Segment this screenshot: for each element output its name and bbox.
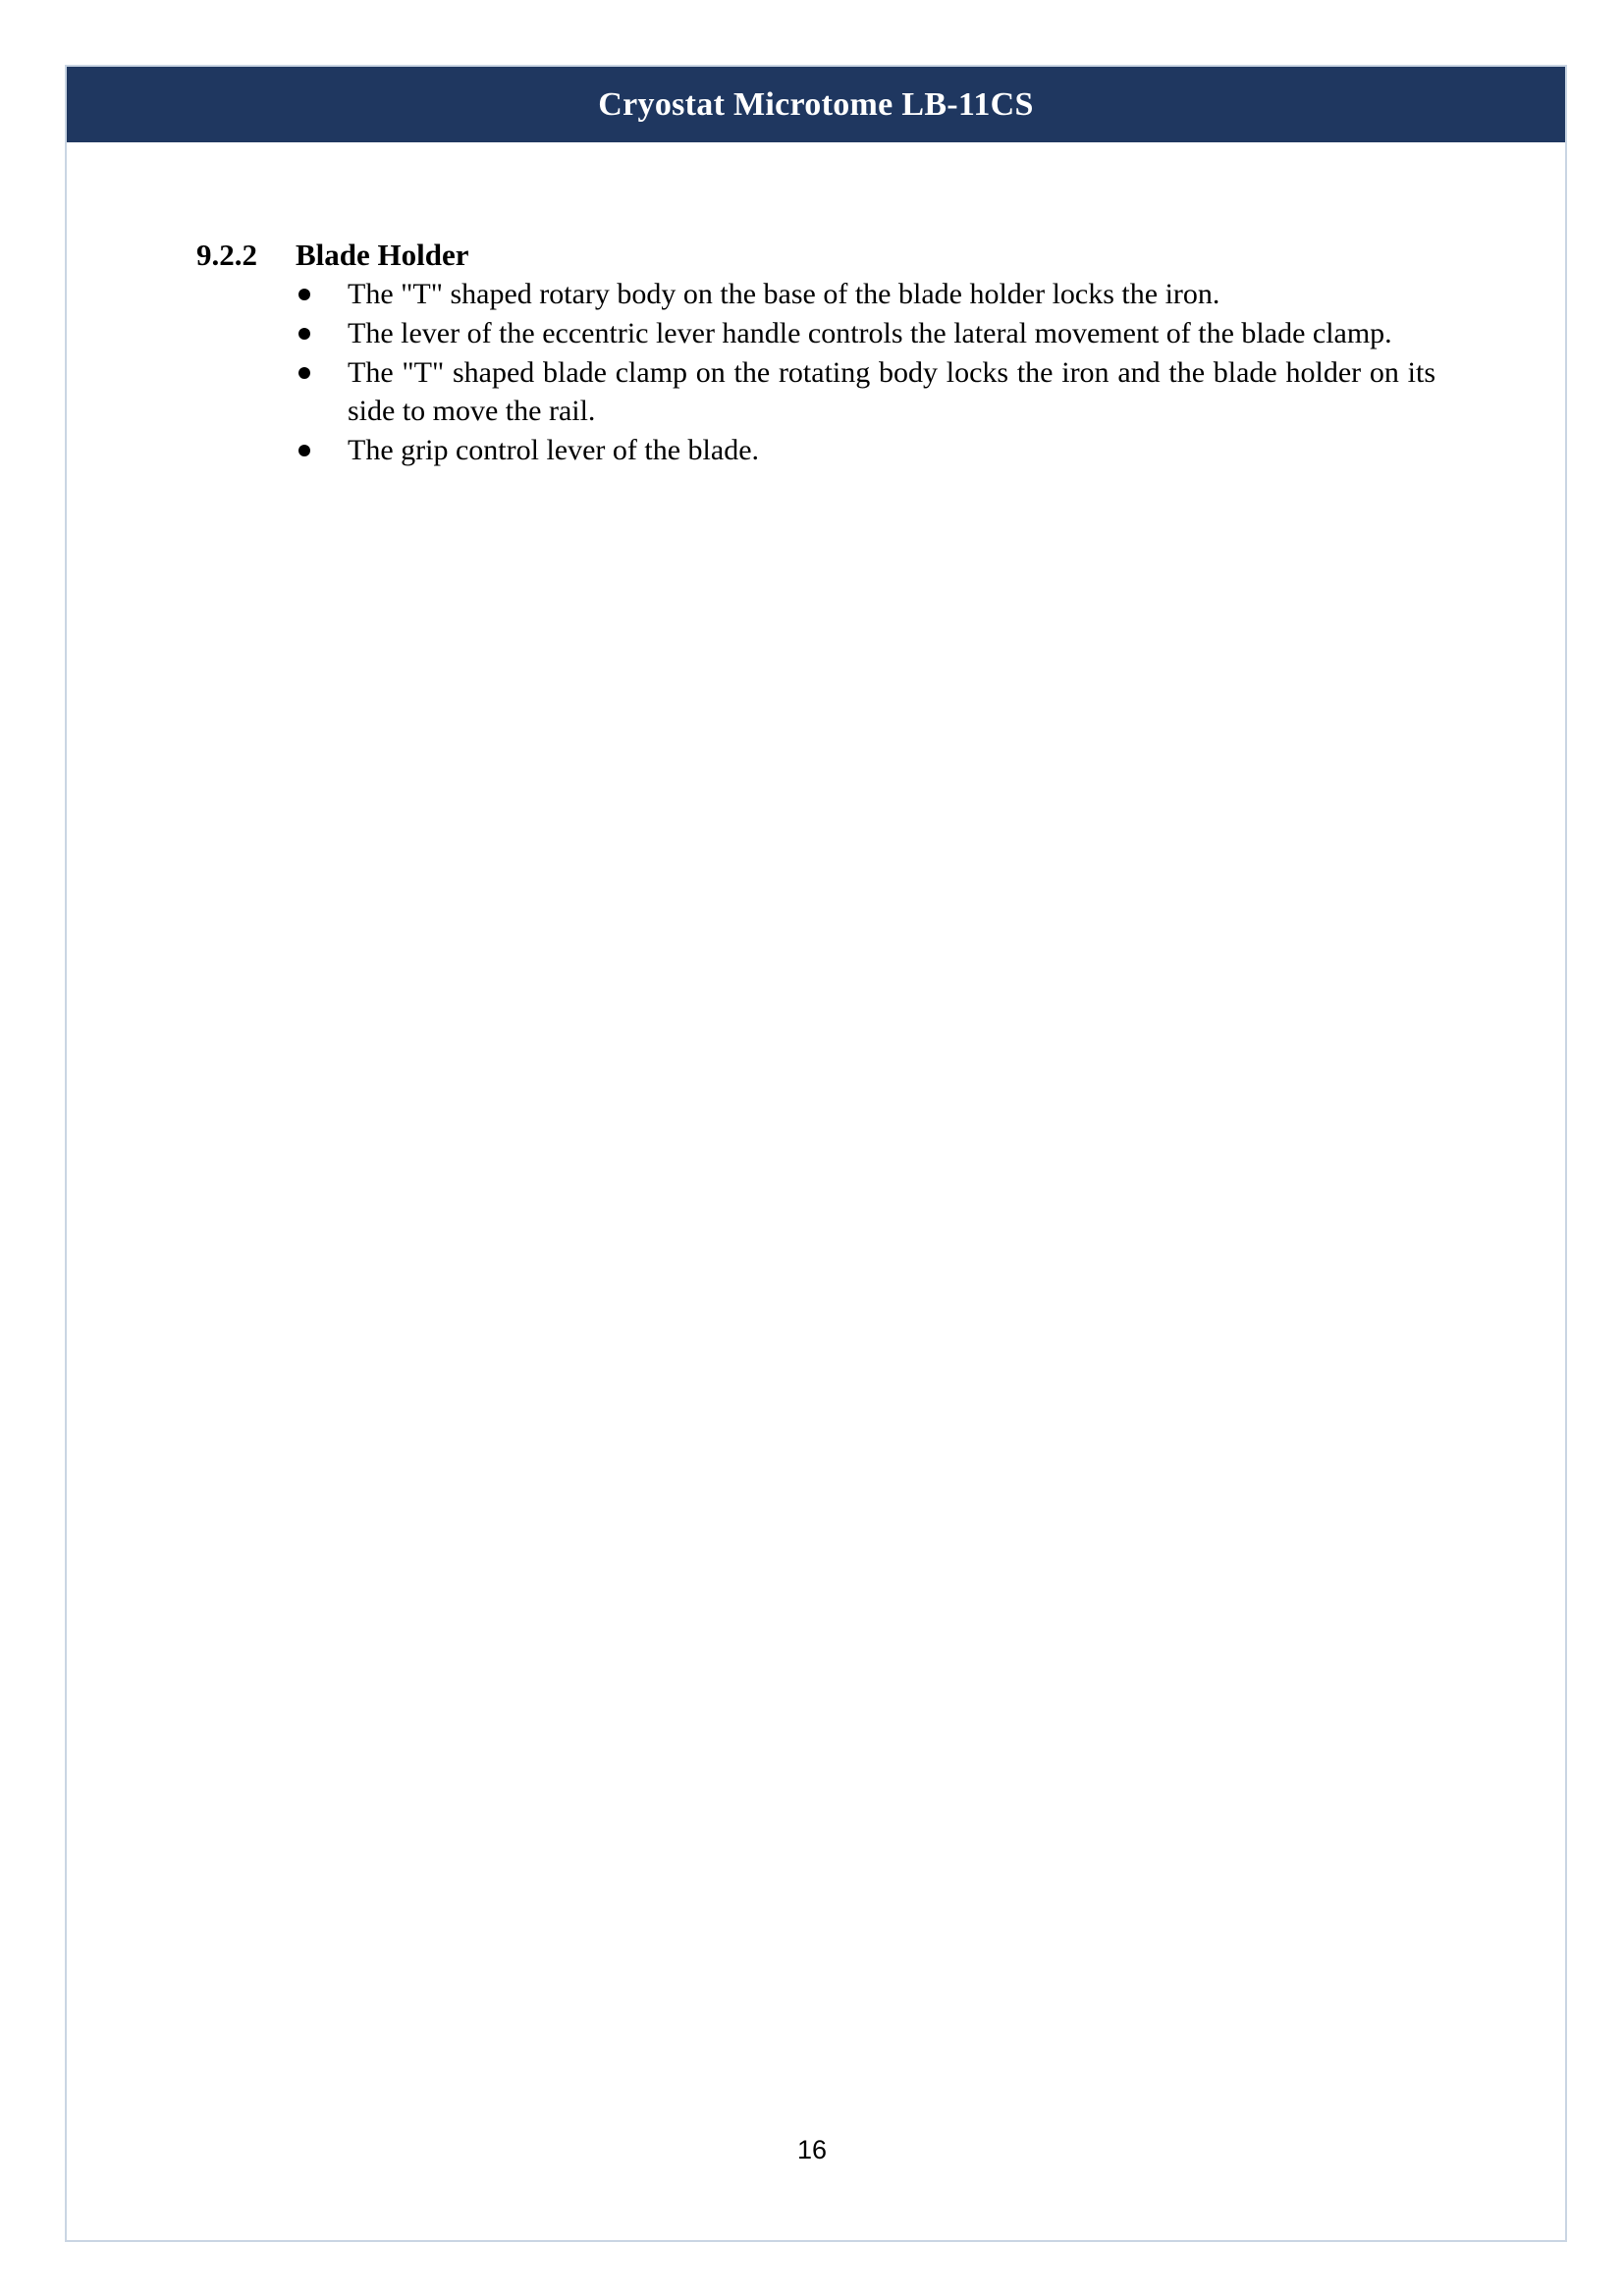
section-heading	[196, 236, 1435, 275]
document-title: Cryostat Microtome LB-11CS	[598, 85, 1034, 123]
list-item	[296, 275, 1435, 313]
list-item-text: The "T" shaped rotary body on the base of the blade holder locks the iron.	[348, 278, 1220, 310]
bullet-icon	[298, 289, 310, 300]
page-number: 16	[796, 2135, 828, 2164]
bullet-icon	[298, 367, 310, 379]
list-item	[296, 314, 1435, 352]
bullet-icon	[298, 445, 310, 456]
list-item	[296, 431, 1435, 469]
list-item-text: The grip control lever of the blade.	[348, 434, 760, 466]
header-bar	[67, 67, 1565, 142]
bullet-list	[296, 275, 1435, 469]
bullet-icon	[298, 328, 310, 340]
section-title: Blade Holder	[296, 238, 469, 272]
list-item-text: The "T" shaped blade clamp on the rotating body locks the iron and the blade holder on its side to move the rail.	[348, 356, 1435, 427]
list-item-text: The lever of the eccentric lever handle controls the lateral movement of the blade clamp.	[348, 317, 1392, 349]
section-number: 9.2.2	[196, 238, 257, 272]
section-blade-holder	[196, 236, 1435, 470]
list-item	[296, 353, 1435, 430]
